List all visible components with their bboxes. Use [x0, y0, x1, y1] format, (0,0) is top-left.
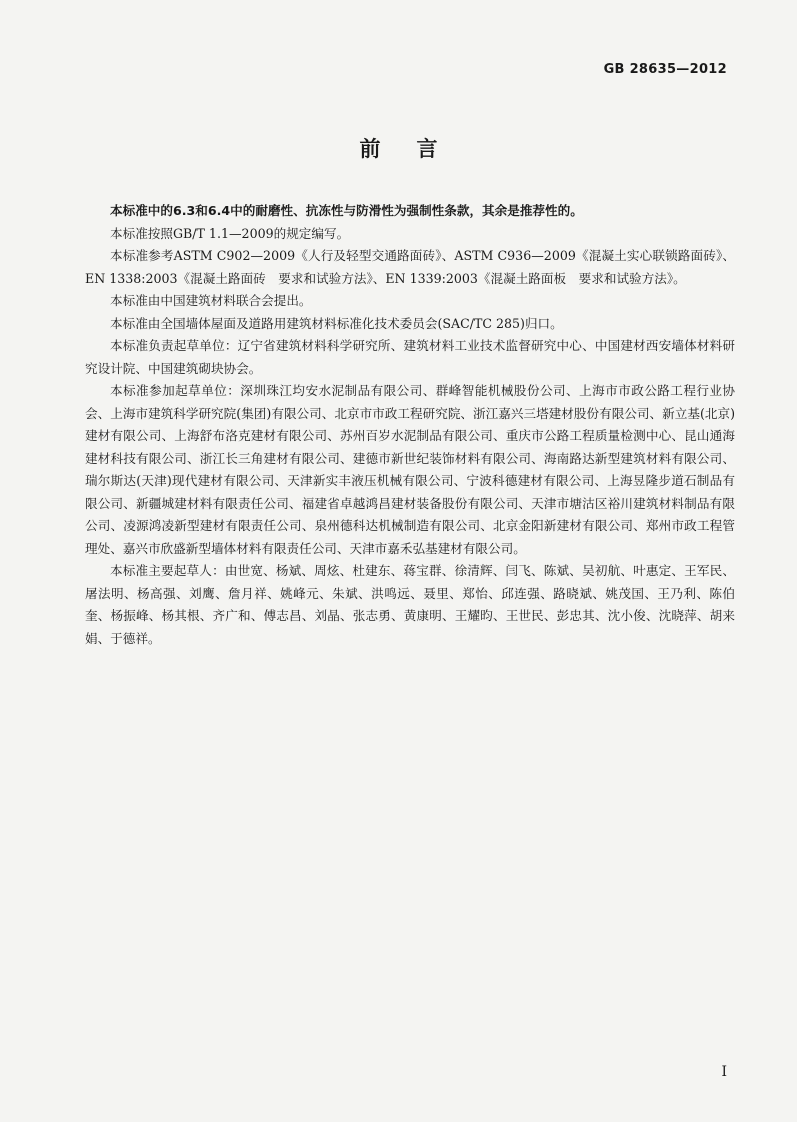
drafting-rules-paragraph: 本标准按照GB/T 1.1—2009的规定编写。	[110, 225, 350, 241]
proposer-paragraph: 本标准由中国建筑材料联合会提出。	[110, 293, 312, 308]
standard-code: GB 28635—2012	[603, 62, 727, 77]
main-drafters-paragraph: 本标准主要起草人：由世宽、杨斌、周炫、杜建东、蒋宝群、徐清辉、闫飞、陈斌、吴初航、叶惠定、王军民、屠法明、杨高强、刘鹰、詹月祥、姚峰元、朱斌、洪鸣远、聂里、郑怡、邱连强、路晓斌、姚茂国、王乃利、陈伯奎、杨振峰、杨其根、齐广和、傅志昌、刘晶、张志勇、黄康明、王耀昀、王世民、彭忠其、沈小俊、沈晓萍、胡来娟、于德祥。	[85, 563, 735, 646]
participating-units-paragraph: 本标准参加起草单位：深圳珠江均安水泥制品有限公司、群峰智能机械股份公司、上海市市政公路工程行业协会、上海市建筑科学研究院(集团)有限公司、北京市市政工程研究院、浙江嘉兴三塔建材股份有限公司、新立基(北京)建材有限公司、上海舒布洛克建材有限公司、苏州百岁水泥制品有限公司、重庆市公路工程质量检测中心、昆山通海建材科技有限公司、浙江长三角建材有限公司、建德市新世纪装饰材料有限公司、海南路达新型建筑材料有限公司、瑞尔斯达(天津)现代建材有限公司、天津新实丰液压机械有限公司、宁波科德建材有限公司、上海昱隆步道石制品有限公司、新疆城建材料有限责任公司、福建省卓越鸿昌建材装备股份有限公司、天津市塘沽区裕川建筑材料制品有限公司、凌源鸿凌新型建材有限责任公司、泉州德科达机械制造有限公司、北京金阳新建材有限公司、郑州市政工程管理处、嘉兴市欣盛新型墙体材料有限责任公司、天津市嘉禾弘基建材有限公司。	[85, 383, 735, 556]
lead-drafting-units-paragraph: 本标准负责起草单位：辽宁省建筑材料科学研究所、建筑材料工业技术监督研究中心、中国建材西安墙体材料研究设计院、中国建筑砌块协会。	[85, 338, 735, 376]
page-title: 前言	[359, 137, 474, 161]
mandatory-clause-paragraph: 本标准中的6.3和6.4中的耐磨性、抗冻性与防滑性为强制性条款，其余是推荐性的。	[110, 203, 583, 218]
page-number: I	[721, 1064, 727, 1080]
administered-by-paragraph: 本标准由全国墙体屋面及道路用建筑材料标准化技术委员会(SAC/TC 285)归口。	[110, 315, 563, 331]
references-paragraph: 本标准参考ASTM C902—2009《人行及轻型交通路面砖》、ASTM C936—2009《混凝土实心联锁路面砖》、EN 1338:2003《混凝土路面砖 要求和试验方法》、EN 1339:2003《混凝土路面板 要求和试验方法》。	[85, 248, 735, 286]
preface-body	[85, 200, 735, 650]
